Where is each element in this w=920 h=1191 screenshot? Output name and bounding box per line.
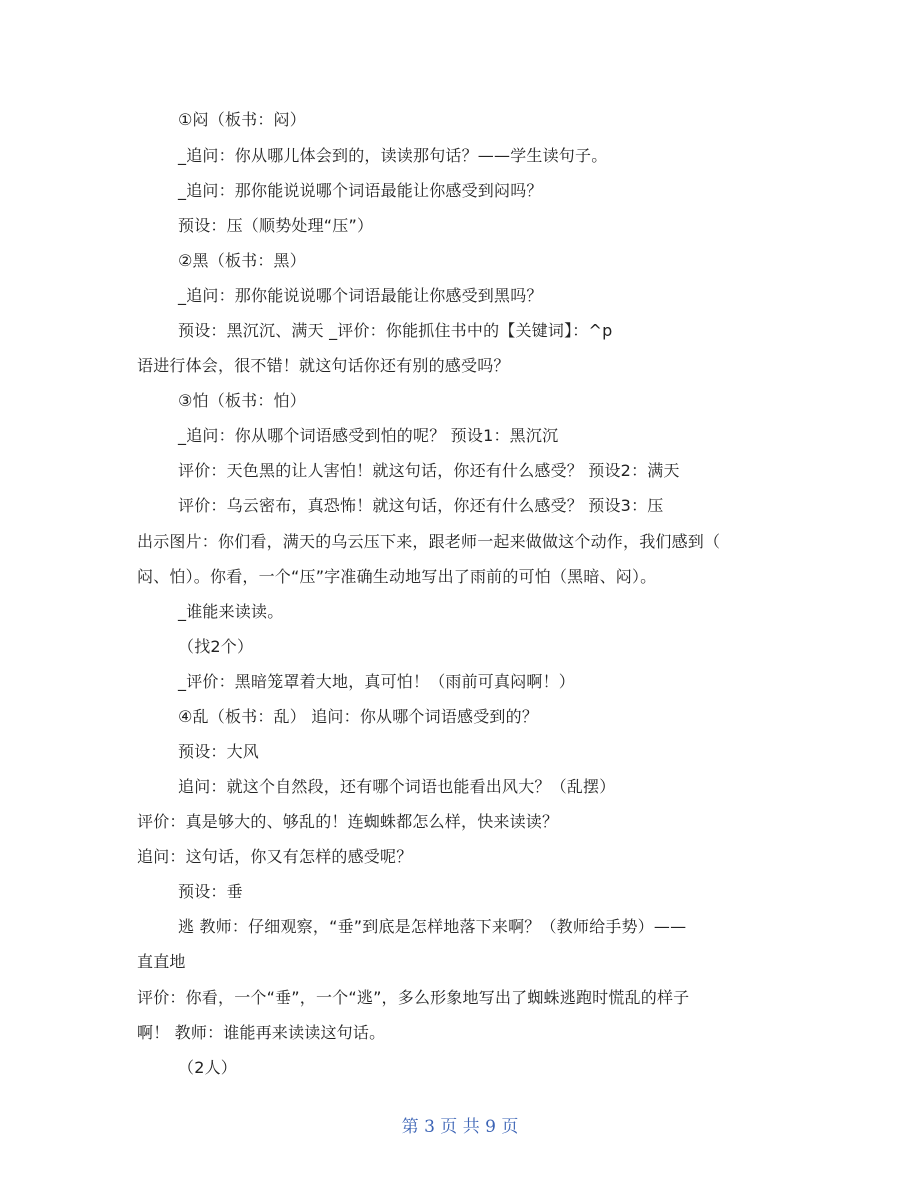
text-line: 预设：压（顺势处理“压”）: [178, 216, 374, 235]
text-line: 逃 教师：仔细观察，“垂”到底是怎样地落下来啊？（教师给手势）——: [178, 917, 687, 936]
text-line: 评价：真是够大的、够乱的！连蜘蛛都怎么样，快来读读？: [137, 812, 559, 831]
text-line: 评价：乌云密布，真恐怖！就这句话，你还有什么感受？ 预设3：压: [178, 496, 664, 515]
text-line: ①闷（板书：闷）: [178, 110, 306, 129]
text-line: 啊！ 教师：谁能再来读读这句话。: [137, 1023, 386, 1042]
text-line: 预设：黑沉沉、满天 _评价：你能抓住书中的【关键词】：^p: [178, 321, 613, 340]
text-line: 闷、怕）。你看，一个“压”字准确生动地写出了雨前的可怕（黑暗、闷）。: [137, 567, 657, 586]
text-line: _追问：那你能说说哪个词语最能让你感受到黑吗？: [178, 286, 543, 305]
text-line: _谁能来读读。: [178, 602, 284, 621]
text-line: ④乱（板书：乱） 追问：你从哪个词语感受到的？: [178, 707, 539, 726]
text-line: （找2个）: [178, 637, 254, 656]
text-line: 预设：大风: [178, 742, 260, 761]
text-line: （2人）: [178, 1058, 237, 1077]
text-line: _评价：黑暗笼罩着大地，真可怕！（雨前可真闷啊！）: [178, 672, 576, 691]
text-line: 追问：这句话，你又有怎样的感受呢？: [137, 847, 413, 866]
text-line: _追问：你从哪个词语感受到怕的呢？ 预设1：黑沉沉: [178, 426, 559, 445]
text-line: 直直地: [137, 952, 186, 971]
page-number-footer: 第 3 页 共 9 页: [401, 1117, 519, 1137]
text-line: 出示图片：你们看，满天的乌云压下来，跟老师一起来做做这个动作，我们感到（: [137, 532, 721, 551]
text-line: ③怕（板书：怕）: [178, 391, 306, 410]
text-line: 追问：就这个自然段，还有哪个词语也能看出风大？（乱摆）: [178, 777, 616, 796]
text-line: 评价：天色黑的让人害怕！就这句话，你还有什么感受？ 预设2：满天: [178, 461, 680, 480]
text-line: _追问：你从哪儿体会到的，读读那句话？——学生读句子。: [178, 146, 608, 165]
text-line: 语进行体会，很不错！就这句话你还有别的感受吗？: [137, 356, 510, 375]
text-line: 预设：垂: [178, 882, 243, 901]
text-line: ②黑（板书：黑）: [178, 251, 306, 270]
text-line: 评价：你看，一个“垂”，一个“逃”，多么形象地写出了蜘蛛逃跑时慌乱的样子: [137, 988, 690, 1007]
text-line: _追问：那你能说说哪个词语最能让你感受到闷吗？: [178, 181, 543, 200]
